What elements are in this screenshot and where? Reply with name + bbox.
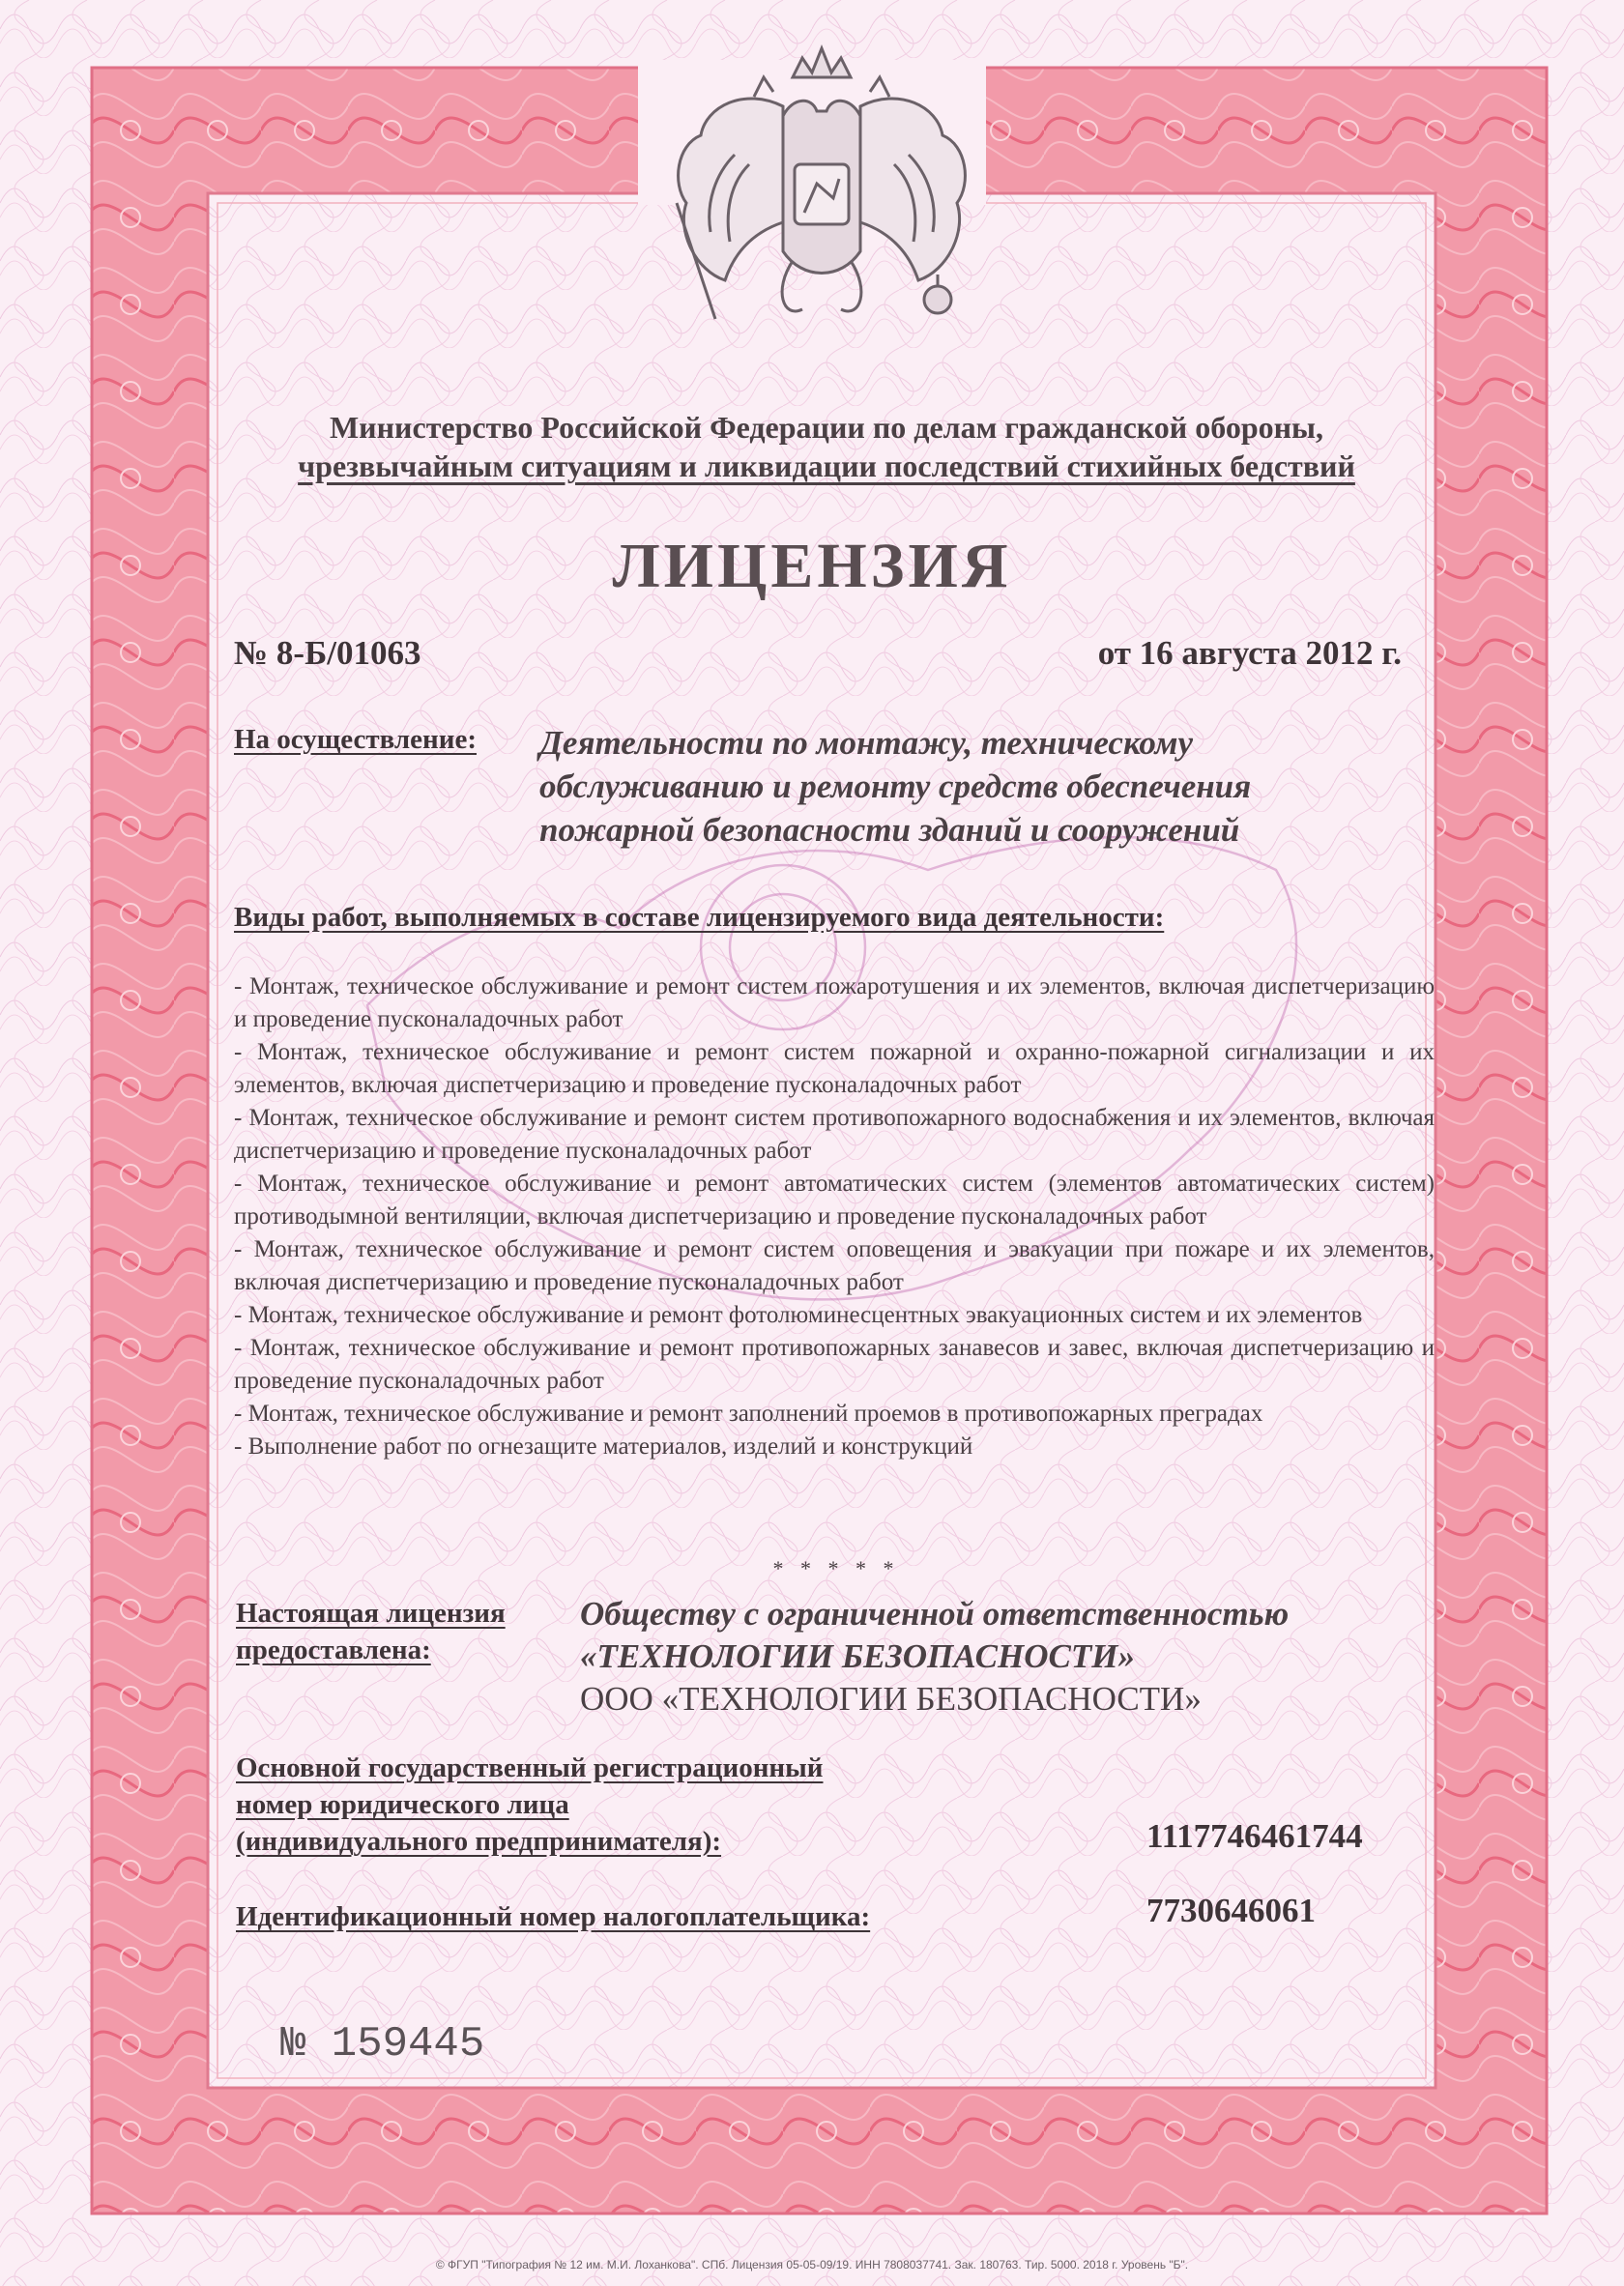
work-item: - Монтаж, техническое обслуживание и ремонт систем противопожарного водоснабжения и их элементов, включая диспетчеризацию и проведение пусконаладочных работ: [234, 1105, 1435, 1164]
works-label: Виды работ, выполняемых в составе лицензируемого вида деятельности:: [234, 902, 1165, 933]
activity-label: На осуществление:: [234, 724, 477, 755]
work-item: - Монтаж, техническое обслуживание и ремонт систем оповещения и эвакуации при пожаре и их элементов, включая диспетчеризацию и проведение пусконаладочных работ: [234, 1236, 1435, 1295]
granted-label-line-2: предоставлена:: [236, 1635, 431, 1665]
form-serial-number: № 159445: [280, 2020, 485, 2069]
work-item: - Монтаж, техническое обслуживание и ремонт заполнений проемов в противопожарных преградах: [234, 1401, 1263, 1427]
ogrn-label-line-3: (индивидуального предпринимателя):: [236, 1826, 722, 1857]
ogrn-label: [236, 1750, 824, 1860]
work-item: - Выполнение работ по огнезащите материалов, изделий и конструкций: [234, 1433, 973, 1460]
works-list: [234, 970, 1435, 1463]
inn-value: 7730646061: [1146, 1892, 1316, 1929]
work-item: - Монтаж, техническое обслуживание и ремонт противопожарных занавесов и завес, включая диспетчеризацию и проведение пусконаладочных работ: [234, 1335, 1435, 1394]
inn-label: Идентификационный номер налогоплательщика:: [236, 1901, 871, 1932]
ogrn-label-line-1: Основной государственный регистрационный: [236, 1752, 824, 1783]
granted-label: [236, 1595, 506, 1668]
org-short-name: ООО «ТЕХНОЛОГИИ БЕЗОПАСНОСТИ»: [580, 1680, 1202, 1718]
license-date: от 16 августа 2012 г.: [1097, 634, 1402, 672]
work-item: - Монтаж, техническое обслуживание и ремонт фотолюминесцентных эвакуационных систем и их элементов: [234, 1302, 1363, 1328]
issuing-authority: [251, 408, 1402, 485]
section-separator: * * * * *: [772, 1556, 900, 1580]
activity-line-3: пожарной безопасности зданий и сооружений: [539, 811, 1240, 849]
activity-line-2: обслуживанию и ремонту средств обеспечения: [539, 767, 1252, 805]
ogrn-value: 1117746461744: [1146, 1817, 1363, 1855]
document-title: ЛИЦЕНЗИЯ: [612, 531, 1012, 601]
licensee-organization: [580, 1593, 1450, 1721]
work-item: - Монтаж, техническое обслуживание и ремонт систем пожаротушения и их элементов, включая диспетчеризацию и проведение пусконаладочных работ: [234, 973, 1435, 1032]
printer-imprint: © ФГУП "Типография № 12 им. М.И. Лоханкова". СПб. Лицензия 05-05-09/19. ИНН 7808037741. Зак. 180763. Тир. 5000. 2018 г. Уровень "Б".: [435, 2258, 1189, 2272]
work-item: - Монтаж, техническое обслуживание и ремонт систем пожарной и охранно-пожарной сигнализации и их элементов, включая диспетчеризацию и проведение пусконаладочных работ: [234, 1039, 1435, 1098]
work-item: - Монтаж, техническое обслуживание и ремонт автоматических систем (элементов автоматических систем) противодымной вентиляции, включая диспетчеризацию и проведение пусконаладочных работ: [234, 1171, 1435, 1230]
org-full-name-line-2: «ТЕХНОЛОГИИ БЕЗОПАСНОСТИ»: [580, 1637, 1135, 1675]
ogrn-label-line-2: номер юридического лица: [236, 1789, 569, 1820]
license-number: № 8-Б/01063: [234, 634, 421, 672]
org-full-name-line-1: Обществу с ограниченной ответственностью: [580, 1595, 1290, 1633]
authority-line-2: чрезвычайным ситуациям и ликвидации последствий стихийных бедствий: [298, 449, 1355, 483]
authority-line-1: Министерство Российской Федерации по делам гражданской обороны,: [329, 410, 1324, 445]
activity-line-1: Деятельности по монтажу, техническому: [539, 724, 1194, 762]
licensed-activity: [539, 721, 1409, 852]
granted-label-line-1: Настоящая лицензия: [236, 1598, 506, 1629]
